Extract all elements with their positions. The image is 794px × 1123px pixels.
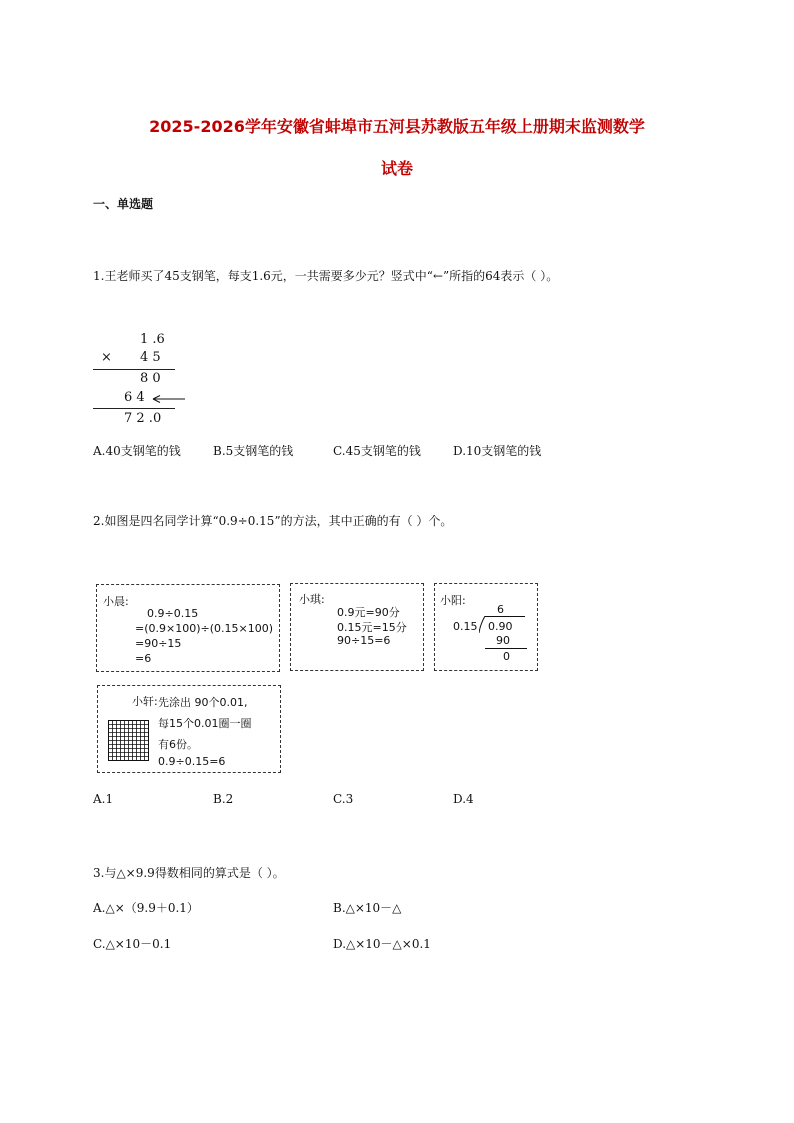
question-3-text: 3.与△×9.9得数相同的算式是（ ）。 — [93, 866, 285, 880]
method-box-xiaoxuan — [97, 685, 281, 773]
box-line: 90÷15=6 — [337, 634, 391, 647]
division-product: 90 — [496, 634, 510, 647]
q2-option-c[interactable]: C.3 — [333, 792, 354, 806]
box-student-name: 小阳: — [440, 594, 466, 607]
box-student-name: 小轩: — [132, 695, 158, 708]
question-2-text: 2.如图是四名同学计算“0.9÷0.15”的方法，其中正确的有（ ）个。 — [93, 514, 453, 528]
box-line: =90÷15 — [135, 637, 182, 650]
division-remainder: 0 — [503, 650, 510, 663]
question-1-text: 1.王老师买了45支钢笔，每支1.6元，一共需要多少元？竖式中“←”所指的64表示（ ）。 — [93, 269, 559, 283]
document-title-line1: 2025-2026学年安徽省蚌埠市五河县苏教版五年级上册期末监测数学 — [149, 117, 645, 136]
box-line: 先涂出 90个0.01, — [158, 696, 248, 709]
calc-multiplier: 4 5 — [140, 350, 161, 365]
division-bar — [485, 616, 525, 617]
q3-option-b[interactable]: B.△×10－△ — [333, 901, 402, 915]
calc-rule-2 — [93, 408, 175, 409]
calc-rule-1 — [93, 369, 175, 370]
q1-option-c[interactable]: C.45支钢笔的钱 — [333, 444, 421, 458]
q3-option-c[interactable]: C.△×10－0.1 — [93, 937, 172, 951]
box-line: 0.9÷0.15 — [147, 607, 199, 620]
box-line: 每15个0.01圈一圈 — [158, 717, 252, 730]
calc-result: 7 2 .0 — [124, 411, 162, 426]
q2-option-a[interactable]: A.1 — [93, 792, 114, 806]
q3-option-a[interactable]: A.△×（9.9＋0.1） — [93, 901, 199, 915]
left-arrow-icon — [150, 393, 186, 405]
q1-option-d[interactable]: D.10支钢笔的钱 — [453, 444, 542, 458]
box-line: 有6份。 — [158, 738, 198, 751]
q1-option-a[interactable]: A.40支钢笔的钱 — [93, 444, 181, 458]
box-student-name: 小琪: — [299, 593, 325, 606]
q2-option-d[interactable]: D.4 — [453, 792, 474, 806]
division-divisor: 0.15 — [453, 620, 478, 633]
q2-option-b[interactable]: B.2 — [213, 792, 234, 806]
calc-partial-2: 6 4 — [124, 390, 145, 405]
box-line: =6 — [135, 652, 152, 665]
box-student-name: 小晨: — [103, 595, 129, 608]
calc-partial-1: 8 0 — [140, 371, 161, 386]
box-line: =(0.9×100)÷(0.15×100) — [135, 622, 274, 635]
section-heading: 一、单选题 — [93, 197, 154, 211]
division-quotient: 6 — [497, 603, 504, 616]
q1-option-b[interactable]: B.5支钢笔的钱 — [213, 444, 294, 458]
calc-multiplicand: 1 .6 — [140, 332, 165, 347]
q3-option-d[interactable]: D.△×10－△×0.1 — [333, 937, 431, 951]
calc-times-sign: × — [101, 350, 112, 365]
division-rule — [485, 648, 527, 649]
method-box-xiaochen — [96, 584, 280, 672]
division-dividend: 0.90 — [488, 620, 513, 633]
hundred-grid-icon — [108, 720, 150, 762]
document-title-line2: 试卷 — [380, 159, 413, 178]
method-box-xiaoqi — [290, 583, 424, 671]
method-box-xiaoyang — [434, 583, 538, 671]
box-line: 0.9元=90分 — [337, 606, 400, 619]
box-line: 0.15元=15分 — [337, 621, 407, 634]
box-line: 0.9÷0.15=6 — [158, 755, 226, 768]
